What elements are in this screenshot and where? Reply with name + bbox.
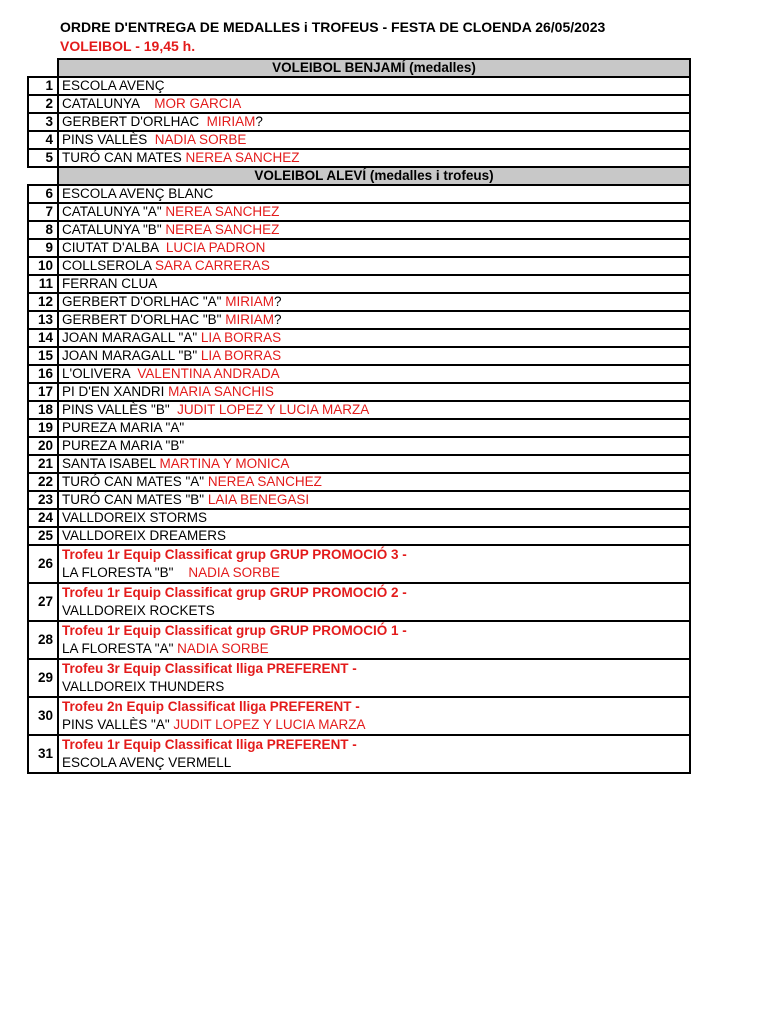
table-row <box>28 473 690 491</box>
row-content <box>58 221 690 239</box>
assigned-person: JUDIT LOPEZ Y LUCIA MARZA <box>177 402 370 417</box>
team-name: L'OLIVERA <box>62 366 138 381</box>
team-name: VALLDOREIX ROCKETS <box>62 603 215 618</box>
row-number: 7 <box>28 203 58 221</box>
assigned-person: SARA CARRERAS <box>155 258 270 273</box>
row-number: 9 <box>28 239 58 257</box>
team-name: LA FLORESTA "B" <box>62 565 189 580</box>
team-name: GERBERT D'ORLHAC <box>62 114 207 129</box>
team-name: CIUTAT D'ALBA <box>62 240 166 255</box>
team-name: ESCOLA AVENÇ BLANC <box>62 186 214 201</box>
assigned-person: VALENTINA ANDRADA <box>137 366 280 381</box>
row-content <box>58 293 690 311</box>
row-number: 8 <box>28 221 58 239</box>
assigned-person: MIRIAM <box>225 312 274 327</box>
table-row <box>28 419 690 437</box>
table-row <box>28 149 690 167</box>
team-name: CATALUNYA "B" <box>62 222 166 237</box>
row-content <box>58 383 690 401</box>
trophy-row <box>28 621 690 659</box>
trophy-row <box>28 545 690 583</box>
row-content <box>58 419 690 437</box>
row-number: 10 <box>28 257 58 275</box>
row-content <box>58 621 690 659</box>
team-name: ESCOLA AVENÇ VERMELL <box>62 755 232 770</box>
assigned-person: MARTINA Y MONICA <box>159 456 290 471</box>
row-content <box>58 257 690 275</box>
trophy-title: Trofeu 1r Equip Classificat grup GRUP PROMOCIÓ 2 - <box>62 585 407 600</box>
trophy-title: Trofeu 1r Equip Classificat lliga PREFERENT - <box>62 737 357 752</box>
row-content <box>58 275 690 293</box>
section-title: VOLEIBOL ALEVÍ (medalles i trofeus) <box>58 167 690 185</box>
table-row <box>28 437 690 455</box>
team-name: ESCOLA AVENÇ <box>62 78 165 93</box>
row-number: 21 <box>28 455 58 473</box>
trophy-title: Trofeu 2n Equip Classificat lliga PREFERENT - <box>62 699 360 714</box>
table-row <box>28 365 690 383</box>
section-header-benjami <box>28 59 690 77</box>
row-content <box>58 77 690 95</box>
assigned-person: MIRIAM <box>206 114 256 129</box>
assigned-person: NADIA SORBE <box>154 132 247 147</box>
row-number: 25 <box>28 527 58 545</box>
uncertain-mark: ? <box>255 114 263 129</box>
team-name: TURÓ CAN MATES <box>62 150 186 165</box>
team-line <box>62 564 686 582</box>
assigned-person: LUCIA PADRON <box>165 240 266 255</box>
table-row <box>28 95 690 113</box>
table-row <box>28 185 690 203</box>
row-number: 31 <box>28 735 58 773</box>
team-name: PINS VALLÈS "B" <box>62 402 178 417</box>
assigned-person: LIA BORRAS <box>200 330 282 345</box>
assigned-person: NEREA SANCHEZ <box>207 474 322 489</box>
row-number: 2 <box>28 95 58 113</box>
row-content <box>58 149 690 167</box>
row-number: 6 <box>28 185 58 203</box>
table-row <box>28 347 690 365</box>
team-line <box>62 678 686 696</box>
table-row <box>28 257 690 275</box>
trophy-title: Trofeu 1r Equip Classificat grup GRUP PROMOCIÓ 1 - <box>62 623 407 638</box>
blank-cell <box>28 59 58 77</box>
event-time: VOLEIBOL - 19,45 h. <box>60 38 196 54</box>
assigned-person: MOR GARCIA <box>154 96 242 111</box>
row-content <box>58 185 690 203</box>
team-name: CATALUNYA <box>62 96 155 111</box>
team-line <box>62 602 686 620</box>
row-content <box>58 491 690 509</box>
team-name: VALLDOREIX STORMS <box>62 510 208 525</box>
team-line <box>62 716 686 734</box>
row-content <box>58 113 690 131</box>
team-name: SANTA ISABEL <box>62 456 160 471</box>
blank-cell <box>28 167 58 185</box>
assigned-person: NADIA SORBE <box>188 565 280 580</box>
row-content <box>58 365 690 383</box>
row-number: 16 <box>28 365 58 383</box>
row-content <box>58 437 690 455</box>
row-content <box>58 95 690 113</box>
row-number: 19 <box>28 419 58 437</box>
team-name: PI D'EN XANDRI <box>62 384 169 399</box>
table-row <box>28 383 690 401</box>
section-header-alevi <box>28 167 690 185</box>
team-name: PUREZA MARIA "B" <box>62 438 185 453</box>
row-content <box>58 697 690 735</box>
assigned-person: MARIA SANCHIS <box>168 384 274 399</box>
trophy-row <box>28 735 690 773</box>
team-name: CATALUNYA "A" <box>62 204 166 219</box>
row-content <box>58 659 690 697</box>
row-content <box>58 509 690 527</box>
trophy-title: Trofeu 1r Equip Classificat grup GRUP PROMOCIÓ 3 - <box>62 547 407 562</box>
awards-table <box>27 58 691 774</box>
assigned-person: NEREA SANCHEZ <box>165 222 280 237</box>
uncertain-mark: ? <box>273 294 282 309</box>
row-number: 5 <box>28 149 58 167</box>
table-row <box>28 311 690 329</box>
team-name: FERRAN CLUA <box>62 276 158 291</box>
row-content <box>58 455 690 473</box>
row-number: 3 <box>28 113 58 131</box>
team-name: PINS VALLÈS "A" <box>62 717 174 732</box>
row-content <box>58 131 690 149</box>
assigned-person: LIA BORRAS <box>200 348 282 363</box>
table-row <box>28 131 690 149</box>
team-line <box>62 640 686 658</box>
row-content <box>58 401 690 419</box>
row-number: 18 <box>28 401 58 419</box>
table-row <box>28 329 690 347</box>
team-name: GERBERT D'ORLHAC "A" <box>62 294 226 309</box>
team-name: GERBERT D'ORLHAC "B" <box>62 312 226 327</box>
row-number: 22 <box>28 473 58 491</box>
table-row <box>28 509 690 527</box>
row-number: 23 <box>28 491 58 509</box>
row-number: 15 <box>28 347 58 365</box>
team-name: TURÓ CAN MATES "A" <box>62 474 208 489</box>
row-number: 11 <box>28 275 58 293</box>
table-row <box>28 293 690 311</box>
row-number: 13 <box>28 311 58 329</box>
page-title: ORDRE D'ENTREGA DE MEDALLES i TROFEUS - FESTA DE CLOENDA 26/05/2023 <box>60 19 606 35</box>
team-name: VALLDOREIX THUNDERS <box>62 679 225 694</box>
row-number: 28 <box>28 621 58 659</box>
row-number: 24 <box>28 509 58 527</box>
section-title: VOLEIBOL BENJAMÍ (medalles) <box>58 59 690 77</box>
assigned-person: JUDIT LOPEZ Y LUCIA MARZA <box>173 717 366 732</box>
team-name: COLLSEROLA <box>62 258 156 273</box>
row-number: 12 <box>28 293 58 311</box>
row-number: 27 <box>28 583 58 621</box>
row-number: 26 <box>28 545 58 583</box>
table-row <box>28 203 690 221</box>
table-row <box>28 401 690 419</box>
trophy-row <box>28 659 690 697</box>
row-content <box>58 203 690 221</box>
row-content <box>58 583 690 621</box>
row-content <box>58 527 690 545</box>
assigned-person: NEREA SANCHEZ <box>185 150 300 165</box>
team-name: TURÓ CAN MATES "B" <box>62 492 208 507</box>
row-content <box>58 311 690 329</box>
row-content <box>58 545 690 583</box>
table-row <box>28 221 690 239</box>
team-line <box>62 754 686 772</box>
uncertain-mark: ? <box>273 312 282 327</box>
row-number: 17 <box>28 383 58 401</box>
table-row <box>28 275 690 293</box>
row-number: 1 <box>28 77 58 95</box>
assigned-person: LAIA BENEGASI <box>207 492 310 507</box>
assigned-person: MIRIAM <box>225 294 274 309</box>
row-content <box>58 329 690 347</box>
row-content <box>58 473 690 491</box>
row-number: 30 <box>28 697 58 735</box>
team-name: JOAN MARAGALL "B" <box>62 348 201 363</box>
team-name: PINS VALLÈS <box>62 132 155 147</box>
row-number: 4 <box>28 131 58 149</box>
trophy-row <box>28 583 690 621</box>
team-name: JOAN MARAGALL "A" <box>62 330 201 345</box>
row-number: 14 <box>28 329 58 347</box>
trophy-row <box>28 697 690 735</box>
row-content <box>58 347 690 365</box>
table-row <box>28 239 690 257</box>
trophy-title: Trofeu 3r Equip Classificat lliga PREFERENT - <box>62 661 357 676</box>
table-row <box>28 527 690 545</box>
row-content <box>58 239 690 257</box>
assigned-person: NADIA SORBE <box>177 641 269 656</box>
table-row <box>28 491 690 509</box>
row-number: 20 <box>28 437 58 455</box>
team-name: PUREZA MARIA "A" <box>62 420 185 435</box>
team-name: VALLDOREIX DREAMERS <box>62 528 227 543</box>
row-content <box>58 735 690 773</box>
table-row <box>28 113 690 131</box>
row-number: 29 <box>28 659 58 697</box>
team-name: LA FLORESTA "A" <box>62 641 178 656</box>
table-row <box>28 77 690 95</box>
table-row <box>28 455 690 473</box>
assigned-person: NEREA SANCHEZ <box>165 204 280 219</box>
